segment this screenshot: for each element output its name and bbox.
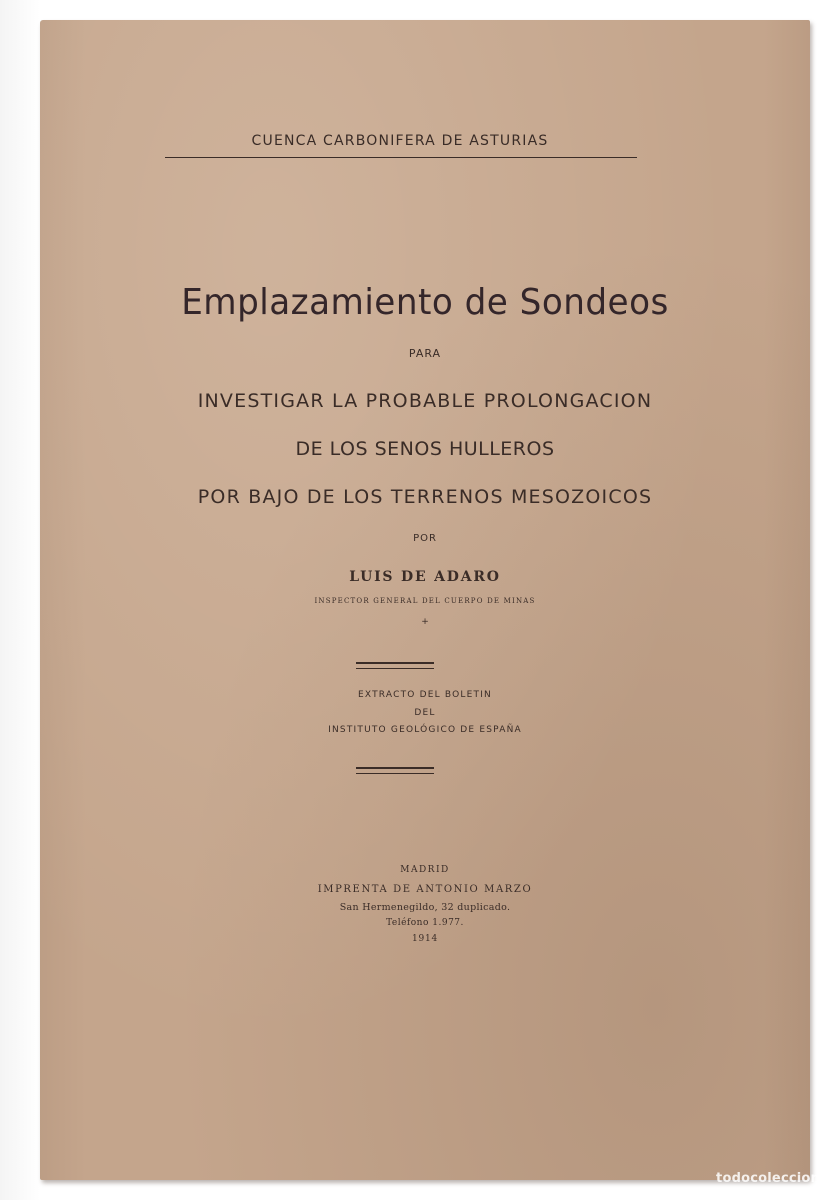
background	[0, 0, 40, 1200]
main-title: Emplazamiento de Sondeos	[181, 282, 669, 323]
series-underline	[165, 157, 637, 158]
connector-para: PARA	[408, 347, 442, 360]
subtitle-line: INVESTIGAR LA PROBABLE PROLONGACION	[197, 390, 653, 412]
ornament-mark: +	[421, 617, 429, 627]
series-title: CUENCA CARBONIFERA DE ASTURIAS	[251, 133, 549, 149]
extract-line: DEL	[414, 708, 436, 718]
divider-rule	[356, 662, 434, 669]
imprint-phone: Teléfono 1.977.	[386, 918, 464, 928]
connector-por: POR	[413, 533, 437, 544]
divider-rule	[356, 767, 434, 774]
subtitle-line: POR BAJO DE LOS TERRENOS MESOZOICOS	[197, 486, 653, 508]
subtitle-line: DE LOS SENOS HULLEROS	[295, 438, 555, 460]
extract-line: INSTITUTO GEOLÓGICO DE ESPAÑA	[328, 725, 522, 735]
imprint-year: 1914	[411, 934, 439, 944]
extract-line: EXTRACTO DEL BOLETIN	[358, 690, 492, 700]
imprint-printer: IMPRENTA DE ANTONIO MARZO	[317, 884, 533, 895]
imprint-address: San Hermenegildo, 32 duplicado.	[339, 902, 511, 913]
author-title: INSPECTOR GENERAL DEL CUERPO DE MINAS	[314, 597, 536, 605]
watermark-text: todocoleccion	[716, 1171, 820, 1186]
imprint-city: MADRID	[400, 865, 450, 875]
book-cover	[40, 20, 810, 1180]
author-name: LUIS DE ADARO	[349, 569, 501, 585]
